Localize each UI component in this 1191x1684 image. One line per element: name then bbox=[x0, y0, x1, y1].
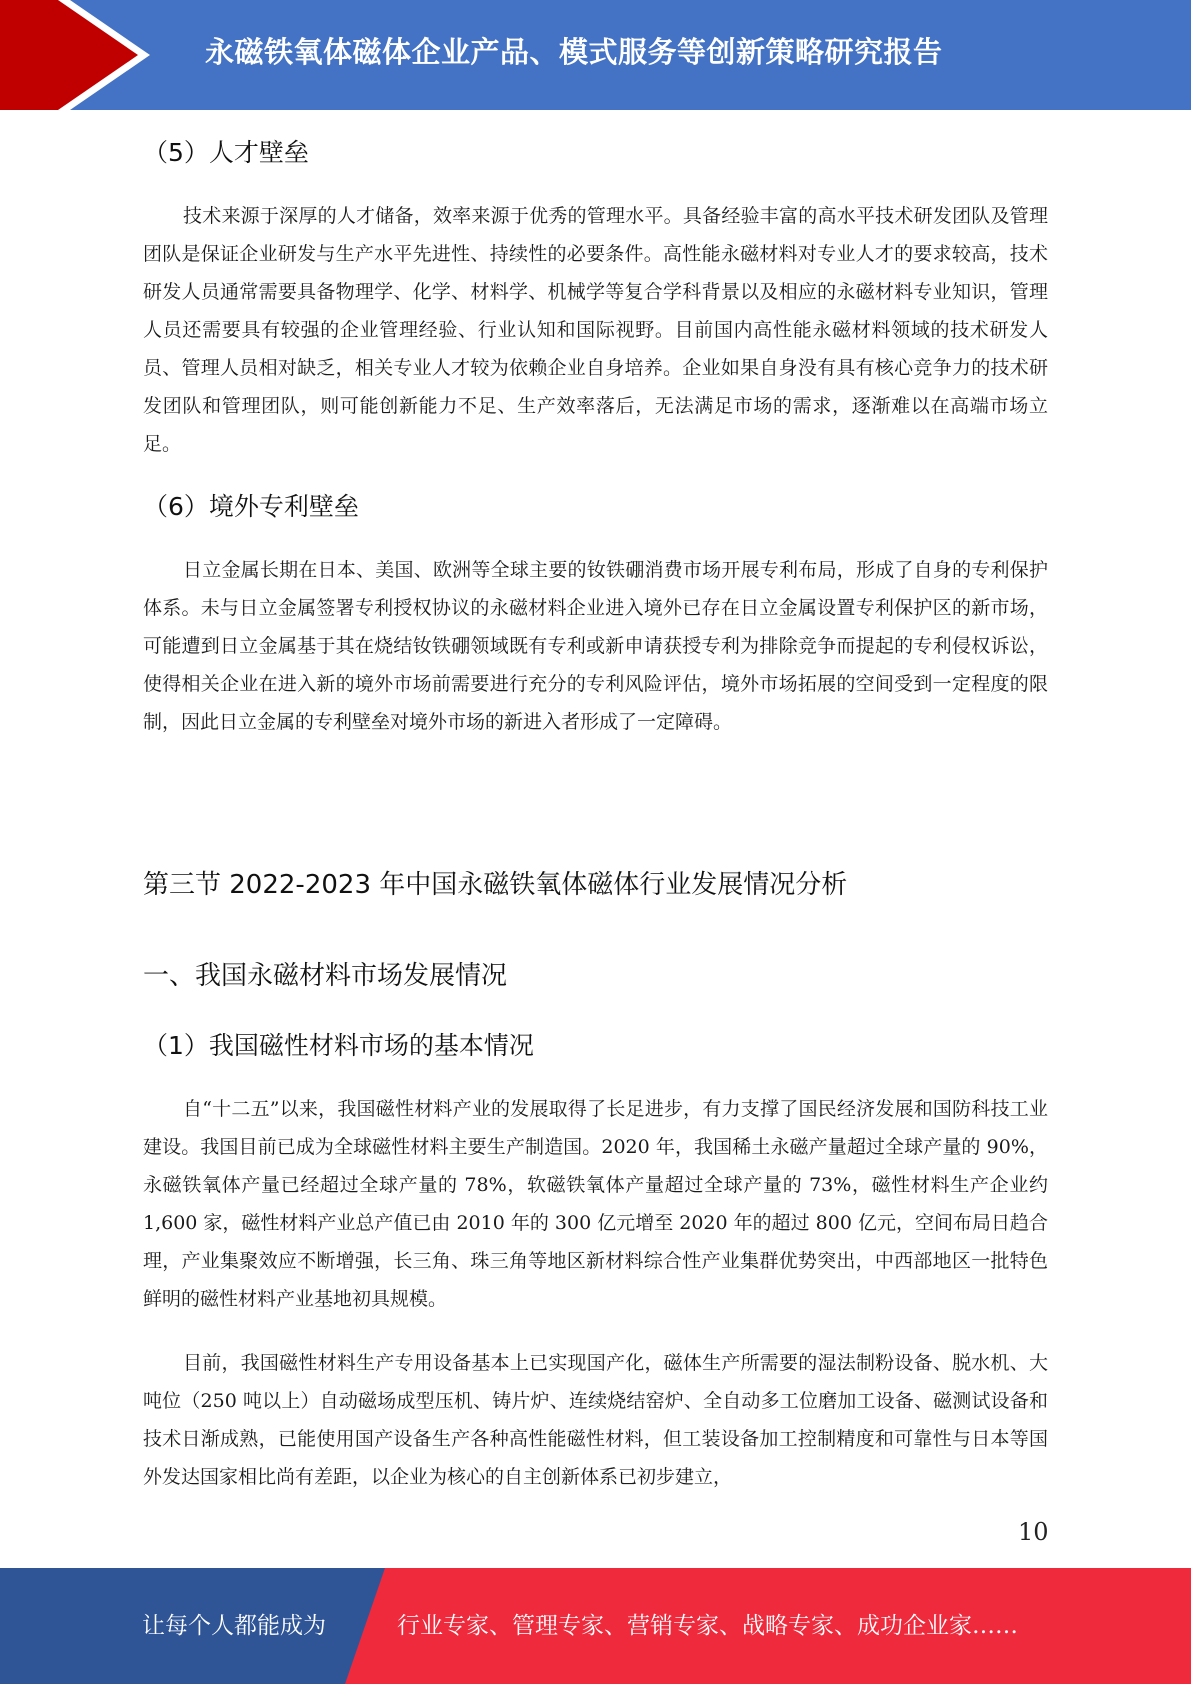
footer-banner bbox=[0, 1568, 1191, 1684]
heading-talent-barrier: （5）人才壁垒 bbox=[143, 138, 309, 167]
heading-magnetic-market-basics: （1）我国磁性材料市场的基本情况 bbox=[143, 1031, 534, 1060]
paragraph-talent-barrier: 技术来源于深厚的人才储备，效率来源于优秀的管理水平。具备经验丰富的高水平技术研发团队及管理团队是保证企业研发与生产水平先进性、持续性的必要条件。高性能永磁材料对专业人才的要求较高，技术研发人员通常需要具备物理学、化学、材料学、机械学等复合学科背景以及相应的永磁材料专业知识，管理人员还需要具有较强的企业管理经验、行业认知和国际视野。目前国内高性能永磁材料领域的技术研发人员、管理人员相对缺乏，相关专业人才较为依赖企业自身培养。企业如果自身没有具有核心竞争力的技术研发团队和管理团队，则可能创新能力不足、生产效率落后，无法满足市场的需求，逐渐难以在高端市场立足。 bbox=[143, 205, 1048, 455]
report-title: 永磁铁氧体磁体企业产品、模式服务等创新策略研究报告 bbox=[205, 35, 943, 69]
footer-slogan-right: 行业专家、管理专家、营销专家、战略专家、成功企业家…… bbox=[397, 1613, 1018, 1639]
paragraph-overseas-patent-barrier: 日立金属长期在日本、美国、欧洲等全球主要的钕铁硼消费市场开展专利布局，形成了自身的专利保护体系。未与日立金属签署专利授权协议的永磁材料企业进入境外已存在日立金属设置专利保护区的新市场，可能遭到日立金属基于其在烧结钕铁硼领域既有专利或新申请获授专利为排除竞争而提起的专利侵权诉讼，使得相关企业在进入新的境外市场前需要进行充分的专利风险评估，境外市场拓展的空间受到一定程度的限制，因此日立金属的专利壁垒对境外市场的新进入者形成了一定障碍。 bbox=[143, 559, 1048, 733]
part-heading: 一、我国永磁材料市场发展情况 bbox=[143, 961, 508, 991]
page-number: 10 bbox=[1018, 1518, 1049, 1546]
report-header-banner bbox=[0, 0, 1191, 110]
paragraph-magnetic-market-1: 自“十二五”以来，我国磁性材料产业的发展取得了长足进步，有力支撑了国民经济发展和国防科技工业建设。我国目前已成为全球磁性材料主要生产制造国。2020 年，我国稀土永磁产量超过全球产量的 90%，永磁铁氧体产量已经超过全球产量的 78%，软磁铁氧体产量超过全球产量的 73%，磁性材料生产企业约 1,600 家，磁性材料产业总产值已由 2010 年的 300 亿元增至 2020 年的超过 800 亿元，空间布局日趋合理，产业集聚效应不断增强，长三角、珠三角等地区新材料综合性产业集群优势突出，中西部地区一批特色鲜明的磁性材料产业基地初具规模。 bbox=[143, 1098, 1048, 1310]
chapter-section-heading: 第三节 2022-2023 年中国永磁铁氧体磁体行业发展情况分析 bbox=[143, 870, 848, 900]
footer-slogan-left: 让每个人都能成为 bbox=[142, 1613, 326, 1639]
red-chevron-decoration bbox=[0, 0, 160, 110]
paragraph-magnetic-market-2: 目前，我国磁性材料生产专用设备基本上已实现国产化，磁体生产所需要的湿法制粉设备、脱水机、大吨位（250 吨以上）自动磁场成型压机、铸片炉、连续烧结窑炉、全自动多工位磨加工设备、磁测试设备和技术日渐成熟，已能使用国产设备生产各种高性能磁性材料，但工装设备加工控制精度和可靠性与日本等国外发达国家相比尚有差距，以企业为核心的自主创新体系已初步建立， bbox=[143, 1352, 1048, 1488]
heading-overseas-patent-barrier: （6）境外专利壁垒 bbox=[143, 492, 359, 521]
